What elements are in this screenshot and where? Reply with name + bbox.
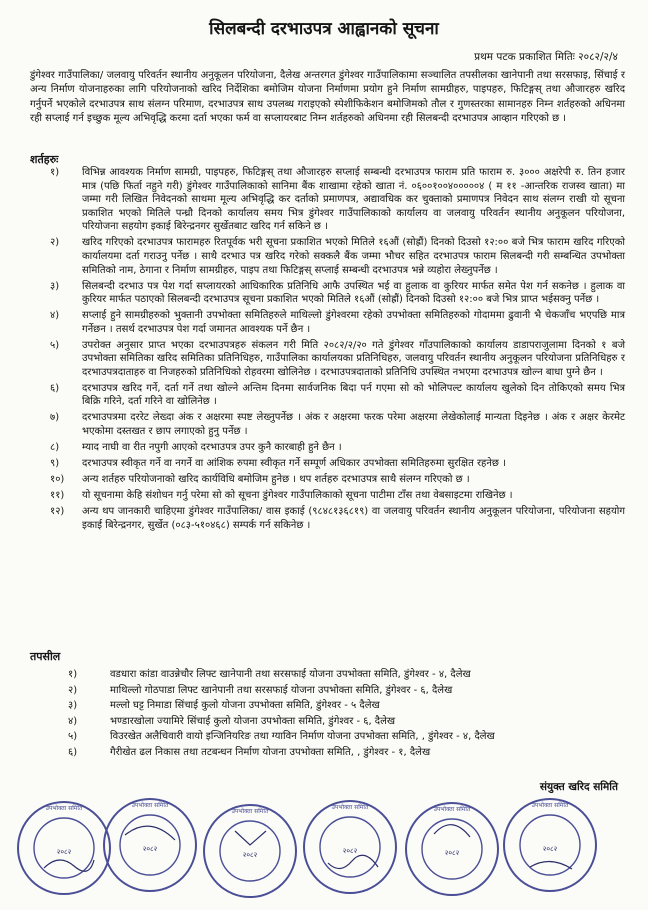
committee-stamp-seal: [402, 799, 502, 899]
conditions-list: [30, 166, 625, 535]
stamp-year: २०८२: [142, 845, 158, 853]
scheme-item: [30, 715, 625, 729]
schemes-list: [30, 668, 625, 762]
condition-item: [30, 309, 625, 336]
condition-item: [30, 473, 625, 487]
condition-text: अन्य थप जानकारी चाहिएमा डुंगेश्वर गाउँपालिका/ वास इकाई (९८४८१३६८१९) वा जलवायु परिवर्तन स्थानीय अनुकूलन परियोजना, परियोजना सहयोग इकाई बिरेन्द्रनगर, सुर्खेत (०८३-५१०४६८) सम्पर्क गर्न सकिनेछ ।: [82, 505, 625, 531]
committee-stamp-seal: [300, 797, 400, 897]
condition-item: [30, 166, 625, 234]
scheme-number: २): [68, 684, 78, 696]
scheme-item: [30, 684, 625, 698]
condition-item: [30, 441, 625, 455]
scheme-text: विउरखेत अलैचिवारी वायो इन्जिनियरिङ तथा ग्याविन निर्माण योजना उपभोक्ता समिति, , डुंगेश्वर - ४, दैलेख: [110, 731, 495, 743]
condition-number: १): [50, 167, 60, 178]
condition-number: २): [50, 237, 60, 249]
condition-text: अन्य शर्तहरु परियोजनाको खरिद कार्यविधि बमोजिम हुनेछ । थप शर्तहरु दरभाउपत्र साथै संलग्न गरिएको छ ।: [82, 473, 470, 485]
condition-number: ४): [50, 310, 60, 322]
conditions-heading: शर्तहरुः: [30, 153, 59, 166]
committee-stamp-seal: [200, 801, 300, 901]
condition-text: दरभाउपत्र खरिद गर्ने, दर्ता गर्ने तथा खोल्ने अन्तिम दिनमा सार्वजनिक बिदा पर्न गएमा सो को भोलिपल्ट कार्यालय खुलेको दिन तोकिएको समय भित्र बिक्रि गरिने, दर्ता गरिने वा खोलिनेछ ।: [82, 382, 625, 408]
condition-text: म्याद नाघी वा रीत नपुगी आएको दरभाउपत्र उपर कुनै कारबाही हुने छैन ।: [82, 442, 342, 454]
stamp-year: २०८२: [56, 848, 72, 856]
stamp-label: उपभोक्ता समिति: [131, 802, 169, 809]
scheme-text: वडधारा कांडा वाउन्नेचौर लिफ्ट खानेपानी तथा सरसफाई योजना उपभोक्ता समिति, डुंगेश्वर - ४, दैलेख: [110, 669, 471, 680]
intro-paragraph: डुंगेश्वर गाउँपालिका/ जलवायु परिवर्तन स्थानीय अनुकूलन परियोजना, दैलेख अन्तरगत डुंगेश्वर गाउँपालिकामा सञ्चालित तपसीलका खानेपानी तथा सरसफाइ, सिंचाई र अन्य निर्माण योजनाहरुका लागि परियोजनाको खरिद निर्देशिका बमोजिम योजना निर्माणमा प्रयोग हुने निर्माण सामग्रीहरु, पाइपहरु, फिटिङ्गस् तथा औजारहरु खरिद गर्नुपर्ने भएकोले दरभाउपत्र साथ संलग्न परिमाण, दरभाउपत्र साथ उपलब्ध गराइएको स्पेशीफिकेशन बमोजिमको तौल र गुणस्तरका सामानहरु निम्न शर्तहरुको अधिनमा रही सप्लाई गर्न इच्छुक मूल्य अभिवृद्धि करमा दर्ता भएका फर्म वा सप्लायरबाट निम्न शर्तहरुको अधिनमा रही सिलबन्दी दरभाउपत्र आव्हान गरिएको छ ।: [30, 70, 625, 125]
condition-item: [30, 236, 625, 277]
condition-number: ५): [50, 339, 60, 351]
scheme-item: [30, 730, 625, 744]
condition-number: ८): [50, 442, 60, 454]
condition-item: [30, 339, 625, 380]
condition-number: १२): [50, 505, 65, 517]
committee-stamp-seal: [500, 795, 600, 895]
scheme-text: भण्डारखोला ज्यामिरे सिंचाई कुलो योजना उपभोक्ता समिति, डुंगेश्वर - ६, दैलेख: [110, 715, 396, 727]
condition-text: यो सूचनामा केहि संशोधन गर्नु परेमा सो को सूचना डुंगेश्वर गाउँपालिकाको सूचना पाटीमा टाँस तथा वेबसाइटमा राखिनेछ ।: [82, 489, 513, 501]
scheme-number: १): [68, 669, 78, 680]
condition-number: ६): [50, 382, 60, 394]
scheme-item: [30, 668, 625, 682]
condition-text: सिलबन्दी दरभाउ पत्र पेश गर्दा सप्लायरको आधिकारिक प्रतिनिधि आफै उपस्थित भई वा हुलाक वा कुरियर मार्फत समेत पेश गर्न सकनेछ । हुलाक वा कुरियर मार्फत पठाएको सिलबन्दी दरभाउपत्र सूचना प्रकाशित भएको मितिले १६औं (सोह्रौं) दिनको दिउसो १२:०० बजे भित्र प्राप्त भईसक्नु पर्नेछ ।: [82, 280, 625, 306]
stamp-label: उपभोक्ता समिति: [45, 805, 83, 812]
stamps-area: [0, 795, 648, 910]
schedule-heading: तपसील: [30, 650, 61, 663]
condition-item: [30, 489, 625, 503]
condition-text: दरभाउपत्रमा दररेट लेख्दा अंक र अक्षरमा स्पष्ट लेख्नुपर्नेछ । अंक र अक्षरमा फरक परेमा अक्षरमा लेखेकोलाई मान्यता दिइनेछ । अंक र अक्षर केरमेट भएकोमा दस्तखत र छाप लगाएको हुनु पर्नेछ ।: [82, 412, 625, 438]
stamp-year: २०८२: [242, 851, 258, 859]
stamp-year: २०८२: [444, 849, 460, 857]
stamp-year: २०८२: [542, 845, 558, 853]
condition-item: [30, 382, 625, 409]
scheme-text: मल्लो घट्ट निमाडा सिंचाई कुलो योजना उपभोक्ता समिति, डुंगेश्वर - ५ दैलेख: [110, 700, 380, 712]
condition-number: ३): [50, 280, 60, 292]
committee-stamp-seal: [100, 795, 200, 895]
scheme-number: ४): [68, 715, 78, 727]
condition-number: १०): [50, 473, 65, 485]
condition-item: [30, 280, 625, 307]
scheme-number: ३): [68, 700, 78, 712]
published-date: प्रथम पटक प्रकाशित मितिः २०८२/२/४: [474, 51, 618, 63]
condition-text: सप्लाई हुने सामग्रीहरुको भुक्तानी उपभोक्ता समितिहरुले माथिल्लो डुंगेश्वरमा रहेको उपभोक्ता समितिहरुको गोदाममा ढुवानी भै चेकजाँच भएपछि मात्र गर्नेछन । तसर्थ दरभाउपत्र पेश गर्दा जमानत आवश्यक पर्ने छैन ।: [82, 310, 625, 335]
scheme-text: गैरीखेत ढल निकास तथा तटबन्धन निर्माण योजना उपभोक्ता समिति, , डुंगेश्वर - १, दैलेख: [110, 746, 431, 758]
stamp-label: उपभोक्ता समिति: [433, 806, 471, 813]
condition-number: ७): [50, 412, 60, 424]
stamp-year: २०८२: [342, 847, 358, 855]
scheme-item: [30, 699, 625, 713]
scheme-text: माथिल्लो गोठपाडा लिफ्ट खानेपानी तथा सरसफाई योजना उपभोक्ता समिति, डुंगेश्वर - ६, दैलेख: [110, 684, 453, 696]
scheme-number: ५): [68, 731, 78, 743]
condition-text: दरभाउपत्र स्वीकृत गर्ने वा नगर्ने वा आंशिक रुपमा स्वीकृत गर्ने सम्पूर्ण अधिकार उपभोक्ता समितिहरुमा सुरक्षित रहनेछ ।: [82, 458, 506, 469]
notice-title: सिलबन्दी दरभाउपत्र आह्वानको सूचना: [209, 19, 439, 39]
condition-number: ९): [50, 458, 60, 469]
scheme-number: ६): [68, 746, 78, 758]
condition-text: खरिद गरिएको दरभाउपत्र फारामहरु रितपूर्वक भरी सूचना प्रकाशित भएको मितिले १६औं (सोह्रौं) दिनको दिउसो १२:०० बजे भित्र फाराम खरिद गरिएको कार्यालयमा दर्ता गराउनु पर्नेछ । साथै दरभाउ पत्र खरिद गरेको सक्कलै बैंक जम्मा भौचर सहित दरभाउपत्र फाराम सिलबन्दी गरी सम्बन्धित उपभोक्ता समितिको नाम, ठेगाना र निर्माण सामग्रीहरु, पाइप तथा फिटिङ्गस् सप्लाई सम्बन्धी दरभाउपत्र भन्ने व्यहोरा लेख्नुपर्नेछ ।: [82, 237, 625, 276]
committee-stamp-seal: [14, 798, 114, 898]
condition-text: विभिन्न आवश्यक निर्माण सामग्री, पाइपहरु, फिटिङ्गस् तथा औजारहरु सप्लाई सम्बन्धी दरभाउपत्र फाराम प्रति फाराम रु. ३००० अक्षरेपी रु. तिन हजार मात्र (पछि फिर्ता नहुने गरी) डुंगेश्वर गाउँपालिकाको सानिमा बैंक शाखामा रहेको खाता नं. ०६००१००४०००००४ ( म ११ -आन्तरिक राजस्व खाता) मा जम्मा गरी लिखित निवेदनको साथमा मूल्य अभिवृद्धि कर दर्ताको प्रमाणपत्र, अद्यावधिक कर चुक्ताको प्रमाणपत्र निवेदन साथ संलग्न राखी यो सूचना प्रकाशित भएको मितिले पन्ध्रौ दिनको कार्यालय समय भित्र डुंगेश्वर गाउँपालिकाको कार्यालय वा जलवायु परिवर्तन स्थानीय अनुकूलन परियोजना, परियोजना सहयोग इकाई बिरेन्द्रनगर सुर्खेतबाट खरिद गर्न सकिने छ ।: [82, 167, 625, 233]
condition-item: [30, 457, 625, 471]
scheme-item: [30, 746, 625, 760]
condition-text: उपरोक्त अनुसार प्राप्त भएका दरभाउपत्रहरु संकलन गरी मिति २०८२/२/२० गते डुंगेश्वर गाँउपालिकाको कार्यालय डाडापराजुलामा दिनको १ बजे उपभोक्ता समितिका खरिद समितिका प्रतिनिधिहरु, गाउँपालिका कार्यालयका प्रतिनिधिहरु, जलवायु परिवर्तन स्थानीय अनुकूलन परियोजना प्रतिनिधिहरु र दरभाउपत्रदाताहरु वा निजहरुको प्रतिनिधिको रोहवरमा खोलिनेछ । दरभाउपत्रदाताको प्रतिनिधि उपस्थित नभएमा दरभाउपत्र खोल्न बाधा पुग्ने छैन ।: [82, 339, 625, 378]
condition-number: ११): [50, 489, 65, 501]
stamp-label: उपभोक्ता समिति: [531, 802, 569, 809]
committee-signature-label: संयुक्त खरिद समिति: [539, 781, 618, 793]
condition-item: [30, 505, 625, 532]
stamp-label: उपभोक्ता समिति: [231, 808, 269, 815]
stamp-label: उपभोक्ता समिति: [331, 804, 369, 811]
condition-item: [30, 411, 625, 438]
